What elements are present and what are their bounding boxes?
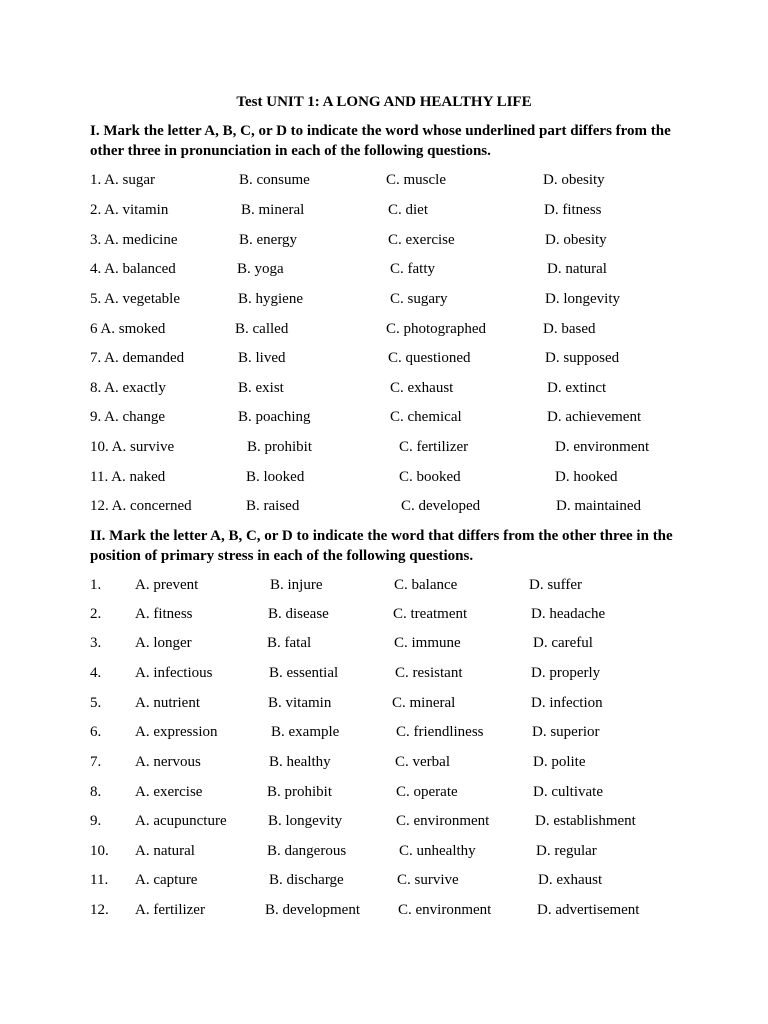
- option-b: B. longevity: [268, 813, 343, 829]
- question-number: 1.: [90, 577, 102, 593]
- question-row: [0, 604, 768, 624]
- option-d: D. longevity: [545, 291, 620, 307]
- question-row: [0, 870, 768, 890]
- option-c: C. treatment: [393, 606, 468, 622]
- option-a: 6 A. smoked: [90, 321, 166, 337]
- option-d: D. achievement: [547, 409, 642, 425]
- option-c: C. exhaust: [390, 380, 454, 396]
- question-row: [0, 496, 768, 516]
- option-d: D. fitness: [544, 202, 602, 218]
- section-1-heading: I. Mark the letter A, B, C, or D to indicate the word whose underlined part differs from the other three in pronunciation in each of the following questions.: [90, 123, 671, 159]
- option-b: B. prohibit: [247, 439, 313, 455]
- option-d: D. supposed: [545, 350, 620, 366]
- option-c: C. questioned: [388, 350, 471, 366]
- option-b: B. discharge: [269, 872, 344, 888]
- option-b: B. dangerous: [267, 843, 347, 859]
- option-d: D. polite: [533, 754, 586, 770]
- option-c: C. immune: [394, 635, 461, 651]
- option-a: 3. A. medicine: [90, 232, 178, 248]
- option-c: C. balance: [394, 577, 458, 593]
- option-b: B. prohibit: [267, 784, 333, 800]
- option-d: D. maintained: [556, 498, 641, 514]
- option-b: B. poaching: [238, 409, 311, 425]
- option-a: A. infectious: [135, 665, 213, 681]
- question-number: 4.: [90, 665, 102, 681]
- option-d: D. suffer: [529, 577, 583, 593]
- option-a: 10. A. survive: [90, 439, 175, 455]
- option-c: C. chemical: [390, 409, 462, 425]
- option-b: B. essential: [269, 665, 339, 681]
- option-a: A. acupuncture: [135, 813, 227, 829]
- question-row: [0, 319, 768, 339]
- question-number: 8.: [90, 784, 102, 800]
- question-number: 3.: [90, 635, 102, 651]
- option-c: C. fatty: [390, 261, 435, 277]
- question-row: [0, 633, 768, 653]
- option-b: B. looked: [246, 469, 305, 485]
- option-d: D. establishment: [535, 813, 636, 829]
- section-2-heading: II. Mark the letter A, B, C, or D to indicate the word that differs from the other three in the position of primary stress in each of the following questions.: [90, 528, 673, 564]
- question-number: 11.: [90, 872, 109, 888]
- option-d: D. infection: [531, 695, 603, 711]
- option-c: C. developed: [401, 498, 481, 514]
- option-c: C. environment: [398, 902, 492, 918]
- question-number: 6.: [90, 724, 102, 740]
- option-a: A. fertilizer: [135, 902, 205, 918]
- option-b: B. exist: [238, 380, 284, 396]
- option-b: B. development: [265, 902, 360, 918]
- question-row: [0, 200, 768, 220]
- option-d: D. careful: [533, 635, 593, 651]
- option-b: B. vitamin: [268, 695, 332, 711]
- question-number: 12.: [90, 902, 109, 918]
- option-d: D. regular: [536, 843, 597, 859]
- option-d: D. obesity: [543, 172, 605, 188]
- option-c: C. diet: [388, 202, 428, 218]
- option-b: B. consume: [239, 172, 310, 188]
- question-row: [0, 782, 768, 802]
- question-row: [0, 752, 768, 772]
- option-d: D. based: [543, 321, 596, 337]
- option-b: B. disease: [268, 606, 329, 622]
- question-row: [0, 575, 768, 595]
- option-b: B. fatal: [267, 635, 312, 651]
- option-b: B. lived: [238, 350, 286, 366]
- option-c: C. environment: [396, 813, 490, 829]
- option-a: A. nervous: [135, 754, 201, 770]
- option-a: A. longer: [135, 635, 192, 651]
- option-c: C. booked: [399, 469, 461, 485]
- option-c: C. muscle: [386, 172, 446, 188]
- question-number: 7.: [90, 754, 102, 770]
- question-row: [0, 230, 768, 250]
- option-a: A. natural: [135, 843, 195, 859]
- question-row: [0, 170, 768, 190]
- question-row: [0, 378, 768, 398]
- option-a: 1. A. sugar: [90, 172, 155, 188]
- option-d: D. natural: [547, 261, 607, 277]
- option-a: A. fitness: [135, 606, 193, 622]
- option-a: 8. A. exactly: [90, 380, 166, 396]
- option-a: A. expression: [135, 724, 218, 740]
- option-a: 12. A. concerned: [90, 498, 192, 514]
- option-b: B. healthy: [269, 754, 331, 770]
- question-row: [0, 467, 768, 487]
- question-row: [0, 259, 768, 279]
- question-number: 9.: [90, 813, 102, 829]
- question-row: [0, 407, 768, 427]
- option-c: C. operate: [396, 784, 458, 800]
- option-d: D. superior: [532, 724, 600, 740]
- option-a: A. prevent: [135, 577, 199, 593]
- option-a: 5. A. vegetable: [90, 291, 180, 307]
- option-a: A. capture: [135, 872, 198, 888]
- option-a: 9. A. change: [90, 409, 165, 425]
- option-b: B. hygiene: [238, 291, 303, 307]
- option-c: C. mineral: [392, 695, 456, 711]
- option-d: D. hooked: [555, 469, 618, 485]
- option-a: 4. A. balanced: [90, 261, 176, 277]
- question-row: [0, 663, 768, 683]
- option-b: B. example: [271, 724, 340, 740]
- option-c: C. resistant: [395, 665, 463, 681]
- option-c: C. friendliness: [396, 724, 484, 740]
- option-d: D. obesity: [545, 232, 607, 248]
- option-a: A. exercise: [135, 784, 203, 800]
- option-b: B. yoga: [237, 261, 284, 277]
- option-c: C. verbal: [395, 754, 450, 770]
- question-row: [0, 841, 768, 861]
- option-d: D. cultivate: [533, 784, 603, 800]
- option-c: C. fertilizer: [399, 439, 469, 455]
- question-row: [0, 289, 768, 309]
- option-a: 2. A. vitamin: [90, 202, 169, 218]
- question-row: [0, 437, 768, 457]
- question-row: [0, 693, 768, 713]
- option-d: D. extinct: [547, 380, 607, 396]
- option-b: B. raised: [246, 498, 300, 514]
- option-c: C. photographed: [386, 321, 486, 337]
- option-c: C. sugary: [390, 291, 448, 307]
- question-row: [0, 900, 768, 920]
- option-a: 11. A. naked: [90, 469, 166, 485]
- page-title: Test UNIT 1: A LONG AND HEALTHY LIFE: [236, 94, 532, 110]
- option-b: B. called: [235, 321, 289, 337]
- option-c: C. unhealthy: [399, 843, 476, 859]
- option-b: B. mineral: [241, 202, 305, 218]
- option-c: C. exercise: [388, 232, 455, 248]
- option-a: 7. A. demanded: [90, 350, 185, 366]
- question-row: [0, 722, 768, 742]
- option-c: C. survive: [397, 872, 459, 888]
- option-d: D. environment: [555, 439, 650, 455]
- option-b: B. injure: [270, 577, 323, 593]
- option-d: D. headache: [531, 606, 606, 622]
- option-b: B. energy: [239, 232, 298, 248]
- question-number: 2.: [90, 606, 102, 622]
- question-number: 5.: [90, 695, 102, 711]
- question-number: 10.: [90, 843, 109, 859]
- option-d: D. advertisement: [537, 902, 640, 918]
- question-row: [0, 811, 768, 831]
- option-d: D. properly: [531, 665, 601, 681]
- option-a: A. nutrient: [135, 695, 200, 711]
- question-row: [0, 348, 768, 368]
- option-d: D. exhaust: [538, 872, 603, 888]
